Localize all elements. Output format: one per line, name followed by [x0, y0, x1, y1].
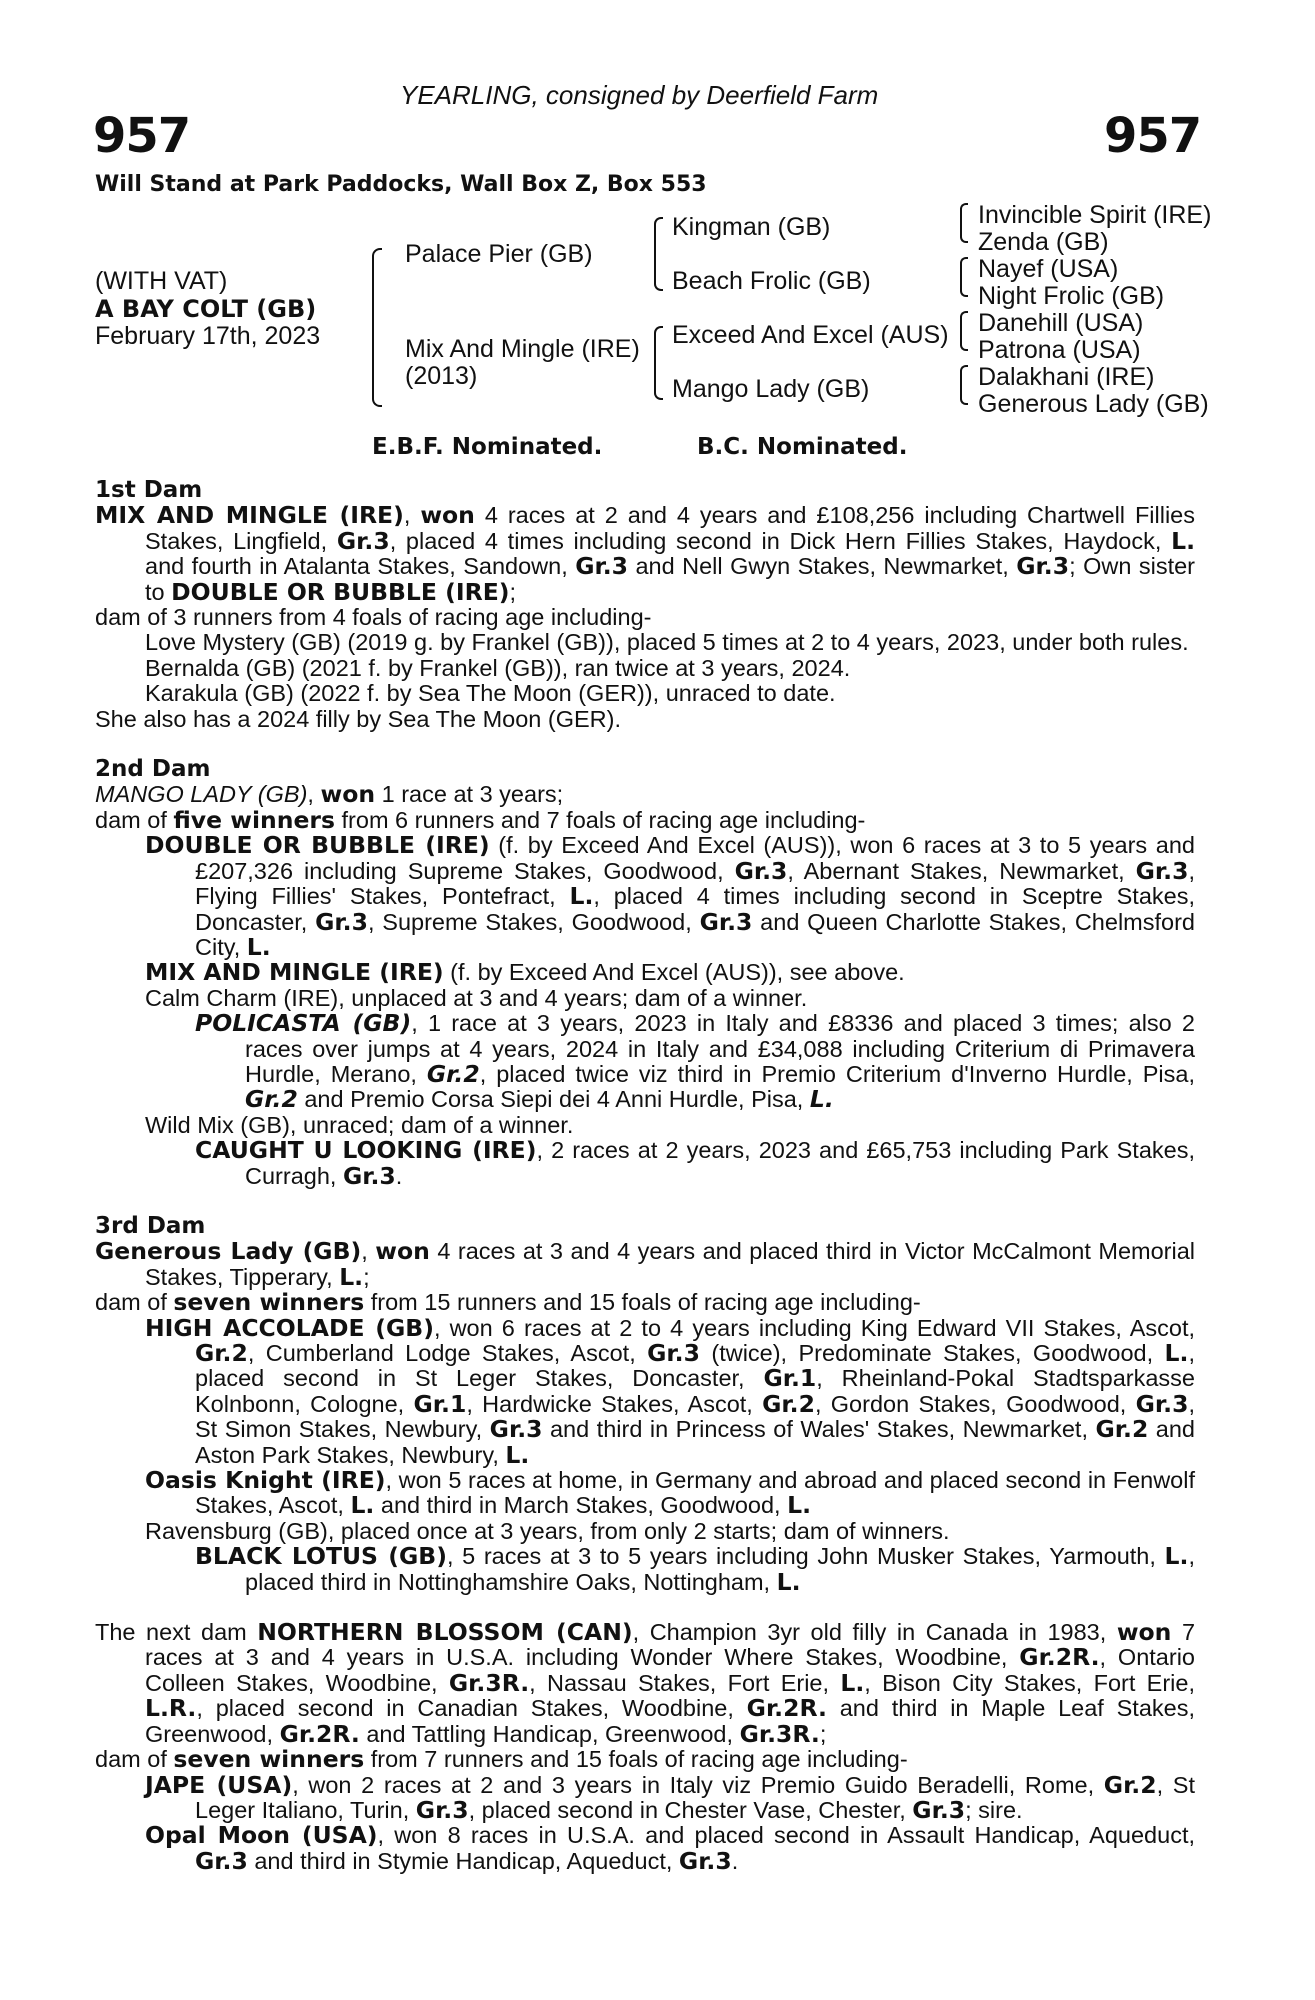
- produce-entry: Karakula (GB) (2022 f. by Sea The Moon (GER)), unraced to date.: [145, 680, 836, 707]
- gen4-8: Generous Lady (GB): [978, 390, 1209, 418]
- grand-produce-entry: CAUGHT U LOOKING (IRE), 2 races at 2 years, 2023 and £65,753 including Park Stakes, Curragh, Gr.3.: [195, 1136, 1195, 1190]
- produce-entry: Opal Moon (USA), won 8 races in U.S.A. and placed second in Assault Handicap, Aqueduct, Gr.3 and third in Stymie Handicap, Aqueduct, Gr.3.: [145, 1821, 1195, 1875]
- gen4-7: Dalakhani (IRE): [978, 363, 1155, 391]
- lot-number-right: 957: [1104, 108, 1202, 164]
- pedigree-brace-gen4-3: [960, 311, 968, 351]
- second-dam-heading: 2nd Dam: [95, 756, 211, 783]
- second-dam-record: MANGO LADY (GB), won 1 race at 3 years;: [95, 780, 564, 809]
- gen4-6: Patrona (USA): [978, 336, 1141, 364]
- grand-produce-entry: BLACK LOTUS (GB), 5 races at 3 to 5 years including John Musker Stakes, Yarmouth, L., placed third in Nottinghamshire Oaks, Nottingham, L.: [195, 1542, 1195, 1596]
- produce-entry: DOUBLE OR BUBBLE (IRE) (f. by Exceed And Excel (AUS)), won 6 races at 3 to 5 years and £207,326 including Supreme Stakes, Goodwood, Gr.3, Abernant Stakes, Newmarket, Gr.3, Flying Fillies' Stakes, Pontefract, L., placed 4 times including second in Sceptre Stakes, Doncaster, Gr.3, Supreme Stakes, Goodwood, Gr.3 and Queen Charlotte Stakes, Chelmsford City, L.: [145, 831, 1196, 961]
- third-dam-heading: 3rd Dam: [95, 1212, 206, 1239]
- foaling-date: February 17th, 2023: [95, 322, 321, 350]
- pedigree-brace-gen2: [372, 248, 382, 407]
- pedigree-brace-gen4-4: [960, 365, 968, 405]
- sire-name: Palace Pier (GB): [405, 240, 593, 268]
- catalogue-body: [95, 478, 1195, 1874]
- third-dam-produce-summary: dam of seven winners from 15 runners and 15 foals of racing age including-: [95, 1288, 921, 1317]
- bc-nomination: B.C. Nominated.: [697, 434, 908, 460]
- gen4-2: Zenda (GB): [978, 228, 1109, 256]
- dam-name: Mix And Mingle (IRE): [405, 335, 640, 363]
- produce-entry: HIGH ACCOLADE (GB), won 6 races at 2 to 4 years including King Edward VII Stakes, Ascot, Gr.2, Cumberland Lodge Stakes, Ascot, Gr.3 (twice), Predominate Stakes, Goodwood, L., placed second in St Leger Stakes, Doncaster, Gr.1, Rheinland-Pokal Stadtsparkasse Kolnbonn, Cologne, Gr.1, Hardwicke Stakes, Ascot, Gr.2, Gordon Stakes, Goodwood, Gr.3, St Simon Stakes, Newbury, Gr.3 and third in Princess of Wales' Stakes, Newmarket, Gr.2 and Aston Park Stakes, Newbury, L.: [145, 1313, 1195, 1469]
- consignment-line: YEARLING, consigned by Deerfield Farm: [400, 80, 879, 110]
- next-dam-record: The next dam NORTHERN BLOSSOM (CAN), Champion 3yr old filly in Canada in 1983, won 7 races at 3 and 4 years in U.S.A. including Wonder Where Stakes, Woodbine, Gr.2R., Ontario Colleen Stakes, Woodbine, Gr.3R., Nassau Stakes, Fort Erie, L., Bison City Stakes, Fort Erie, L.R., placed second in Canadian Stakes, Woodbine, Gr.2R. and third in Maple Leaf Stakes, Greenwood, Gr.2R. and Tattling Handicap, Greenwood, Gr.3R.;: [95, 1618, 1196, 1748]
- first-dam-heading: 1st Dam: [95, 477, 203, 503]
- produce-entry: JAPE (USA), won 2 races at 2 and 3 years in Italy viz Premio Guido Beradelli, Rome, Gr.2, St Leger Italiano, Turin, Gr.3, placed second in Chester Vase, Chester, Gr.3; sire.: [145, 1770, 1195, 1824]
- sire-sire: Kingman (GB): [672, 213, 831, 241]
- third-dam-record: Generous Lady (GB), won 4 races at 3 and 4 years and placed third in Victor McCalmont Memorial Stakes, Tipperary, L.;: [95, 1237, 1196, 1291]
- stand-location: Will Stand at Park Paddocks, Wall Box Z, Box 553: [95, 172, 707, 197]
- produce-entry: Oasis Knight (IRE), won 5 races at home, in Germany and abroad and placed second in Fenwolf Stakes, Ascot, L. and third in March Stakes, Goodwood, L.: [145, 1466, 1195, 1520]
- dam-sire: Exceed And Excel (AUS): [672, 321, 949, 349]
- ebf-nomination: E.B.F. Nominated.: [372, 434, 603, 460]
- gen4-1: Invincible Spirit (IRE): [978, 201, 1212, 229]
- produce-entry: Wild Mix (GB), unraced; dam of a winner.: [145, 1111, 574, 1138]
- produce-entry: Bernalda (GB) (2021 f. by Frankel (GB)), ran twice at 3 years, 2024.: [145, 654, 851, 681]
- grand-produce-entry: POLICASTA (GB), 1 race at 3 years, 2023 in Italy and £8336 and placed 3 times; also 2 races over jumps at 4 years, 2024 in Italy and £34,088 including Criterium di Primavera Hurdle, Merano, Gr.2, placed twice viz third in Premio Criterium d'Inverno Hurdle, Pisa, Gr.2 and Premio Corsa Siepi dei 4 Anni Hurdle, Pisa, L.: [195, 1009, 1196, 1114]
- produce-entry: Calm Charm (IRE), unplaced at 3 and 4 years; dam of a winner.: [145, 984, 808, 1011]
- produce-note: She also has a 2024 filly by Sea The Moon (GER).: [95, 705, 621, 732]
- first-dam-record: MIX AND MINGLE (IRE), won 4 races at 2 and 4 years and £108,256 including Chartwell Fillies Stakes, Lingfield, Gr.3, placed 4 times including second in Dick Hern Fillies Stakes, Haydock, L. and fourth in Atalanta Stakes, Sandown, Gr.3 and Nell Gwyn Stakes, Newmarket, Gr.3; Own sister to DOUBLE OR BUBBLE (IRE);: [95, 501, 1196, 606]
- pedigree-brace-gen4-1: [960, 203, 968, 243]
- dam-foaling-year: (2013): [405, 362, 478, 390]
- vat-note: (WITH VAT): [95, 267, 228, 295]
- produce-entry: Ravensburg (GB), placed once at 3 years, from only 2 starts; dam of winners.: [145, 1517, 950, 1544]
- produce-entry: Love Mystery (GB) (2019 g. by Frankel (GB)), placed 5 times at 2 to 4 years, 2023, under both rules.: [145, 629, 1189, 656]
- pedigree-brace-gen3-bottom: [654, 326, 663, 400]
- dam-dam: Mango Lady (GB): [672, 375, 870, 403]
- second-dam-produce-summary: dam of five winners from 6 runners and 7 foals of racing age including-: [95, 805, 866, 834]
- lot-number-left: 957: [93, 108, 191, 164]
- produce-entry: MIX AND MINGLE (IRE) (f. by Exceed And Excel (AUS)), see above.: [145, 958, 905, 987]
- sire-dam: Beach Frolic (GB): [672, 267, 871, 295]
- next-dam-produce-summary: dam of seven winners from 7 runners and 15 foals of racing age including-: [95, 1745, 908, 1774]
- first-dam-produce-summary: dam of 3 runners from 4 foals of racing age including-: [95, 604, 652, 631]
- gen4-5: Danehill (USA): [978, 309, 1144, 337]
- gen4-4: Night Frolic (GB): [978, 282, 1165, 310]
- pedigree-brace-gen3-top: [654, 217, 663, 291]
- pedigree-brace-gen4-2: [960, 257, 968, 297]
- horse-name: A BAY COLT (GB): [95, 295, 317, 323]
- gen4-3: Nayef (USA): [978, 255, 1119, 283]
